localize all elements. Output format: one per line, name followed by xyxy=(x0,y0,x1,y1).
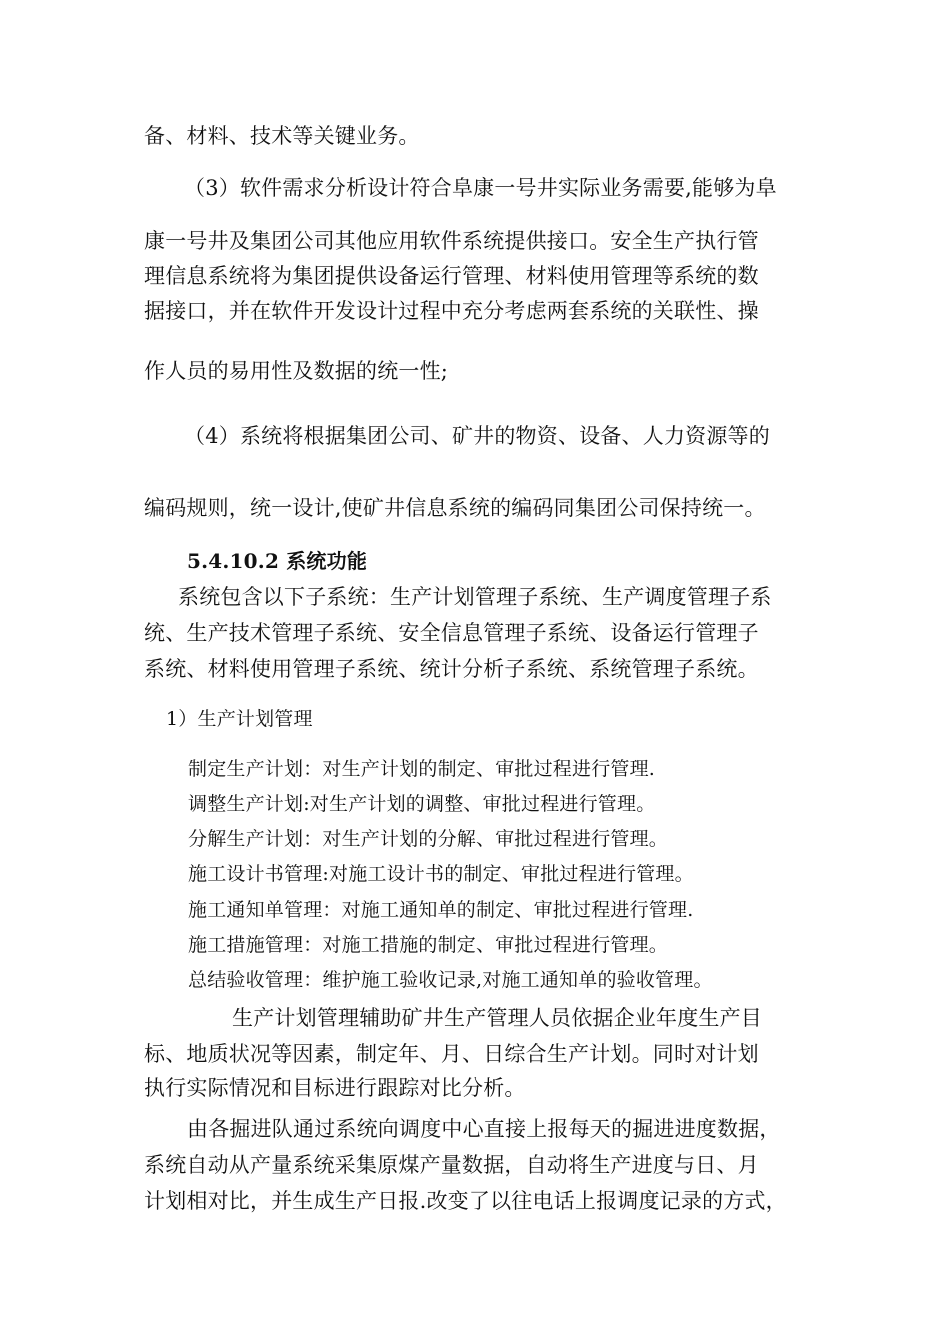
section-heading: 5.4.10.2 系统功能 xyxy=(187,549,368,573)
list-item: 施工通知单管理：对施工通知单的制定、审批过程进行管理. xyxy=(188,899,694,921)
list-item: 总结验收管理：维护施工验收记录,对施工通知单的验收管理。 xyxy=(188,969,713,991)
text-line: 系统包含以下子系统：生产计划管理子系统、生产调度管理子系 xyxy=(178,585,772,609)
list-item: 分解生产计划：对生产计划的分解、审批过程进行管理。 xyxy=(188,828,669,850)
text-line: 作人员的易用性及数据的统一性; xyxy=(144,359,449,383)
text-line: 计划相对比，并生成生产日报.改变了以往电话上报调度记录的方式， xyxy=(144,1189,787,1213)
list-item: 施工设计书管理:对施工设计书的制定、审批过程进行管理。 xyxy=(188,863,694,885)
text-line: 执行实际情况和目标进行跟踪对比分析。 xyxy=(144,1076,526,1100)
text-line: 理信息系统将为集团提供设备运行管理、材料使用管理等系统的数 xyxy=(144,264,759,288)
text-line: 由各掘进队通过系统向调度中心直接上报每天的掘进进度数据， xyxy=(187,1117,781,1141)
text-line: （3）软件需求分析设计符合阜康一号井实际业务需要,能够为阜 xyxy=(184,176,777,200)
text-line: 系统、材料使用管理子系统、统计分析子系统、系统管理子系统。 xyxy=(144,657,759,681)
text-line: 康一号井及集团公司其他应用软件系统提供接口。安全生产执行管 xyxy=(144,229,759,253)
text-line: 备、材料、技术等关键业务。 xyxy=(144,124,420,148)
text-line: 系统自动从产量系统采集原煤产量数据，自动将生产进度与日、月 xyxy=(144,1153,759,1177)
text-line: 据接口，并在软件开发设计过程中充分考虑两套系统的关联性、操 xyxy=(144,299,759,323)
subheading: 1）生产计划管理 xyxy=(166,708,313,730)
text-line: 生产计划管理辅助矿井生产管理人员依据企业年度生产目 xyxy=(232,1006,762,1030)
text-line: 编码规则，统一设计,使矿井信息系统的编码同集团公司保持统一。 xyxy=(144,496,766,520)
text-line: （4）系统将根据集团公司、矿井的物资、设备、人力资源等的 xyxy=(184,424,770,448)
text-line: 标、地质状况等因素，制定年、月、日综合生产计划。同时对计划 xyxy=(144,1042,759,1066)
list-item: 制定生产计划：对生产计划的制定、审批过程进行管理. xyxy=(188,758,656,780)
list-item: 调整生产计划:对生产计划的调整、审批过程进行管理。 xyxy=(188,793,656,815)
list-item: 施工措施管理：对施工措施的制定、审批过程进行管理。 xyxy=(188,934,669,956)
text-line: 统、生产技术管理子系统、安全信息管理子系统、设备运行管理子 xyxy=(144,621,759,645)
